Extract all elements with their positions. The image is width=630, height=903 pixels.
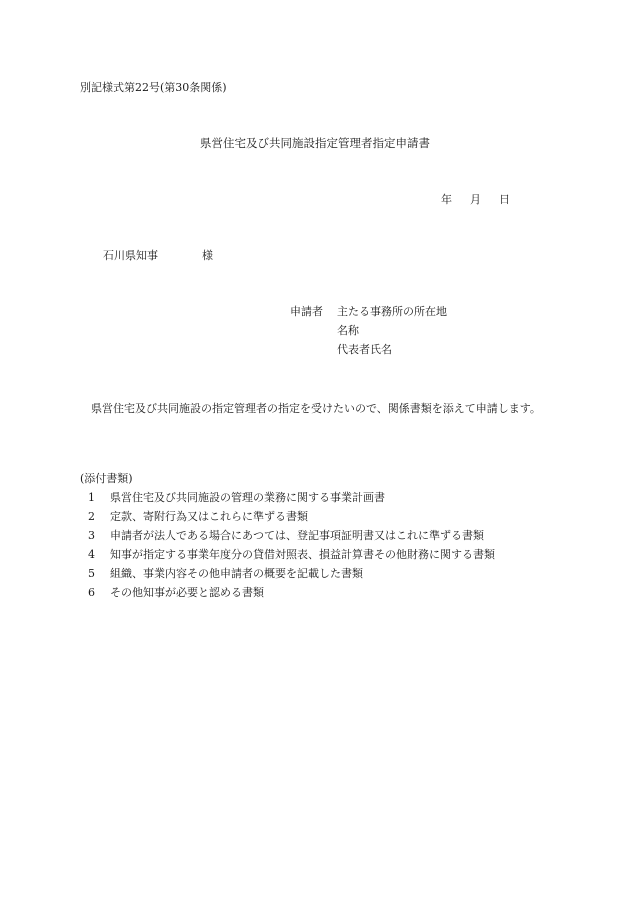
attachment-text: その他知事が必要と認める書類	[110, 586, 264, 599]
attachment-text: 県営住宅及び共同施設の管理の業務に関する事業計画書	[110, 491, 385, 504]
addressee-line	[103, 250, 213, 261]
attachment-item	[88, 587, 495, 606]
application-body-text: 県営住宅及び共同施設の指定管理者の指定を受けたいので、関係書類を添えて申請します。	[91, 402, 541, 415]
date-year-label: 年	[441, 193, 452, 206]
applicant-label: 申請者	[290, 305, 323, 318]
form-reference: 別記様式第22号(第30条関係)	[80, 81, 227, 94]
attachments-list	[88, 492, 495, 606]
attachment-item	[88, 568, 495, 587]
document-title: 県営住宅及び共同施設指定管理者指定申請書	[200, 136, 430, 150]
attachment-item	[88, 549, 495, 568]
attachment-number: 3	[88, 529, 95, 542]
addressee-name: 石川県知事	[103, 249, 158, 262]
attachment-number: 4	[88, 548, 95, 561]
attachment-number: 2	[88, 510, 95, 523]
addressee-honorific: 様	[202, 249, 213, 262]
attachment-item	[88, 511, 495, 530]
attachment-text: 組織、事業内容その他申請者の概要を記載した書類	[110, 567, 363, 580]
attachment-number: 1	[88, 491, 95, 504]
date-line	[441, 194, 510, 205]
applicant-field-name: 名称	[337, 324, 359, 337]
applicant-field-representative: 代表者氏名	[337, 343, 392, 356]
attachment-item	[88, 492, 495, 511]
attachment-text: 定款、寄附行為又はこれらに準ずる書類	[110, 510, 308, 523]
attachment-item	[88, 530, 495, 549]
date-month-label: 月	[470, 193, 481, 206]
attachment-text: 知事が指定する事業年度分の貸借対照表、損益計算書その他財務に関する書類	[110, 548, 495, 561]
attachment-number: 5	[88, 567, 95, 580]
attachment-number: 6	[88, 586, 95, 599]
date-day-label: 日	[499, 193, 510, 206]
attachment-text: 申請者が法人である場合にあつては、登記事項証明書又はこれに準ずる書類	[110, 529, 484, 542]
attachments-heading: (添付書類)	[80, 472, 133, 485]
applicant-field-address: 主たる事務所の所在地	[337, 305, 447, 318]
